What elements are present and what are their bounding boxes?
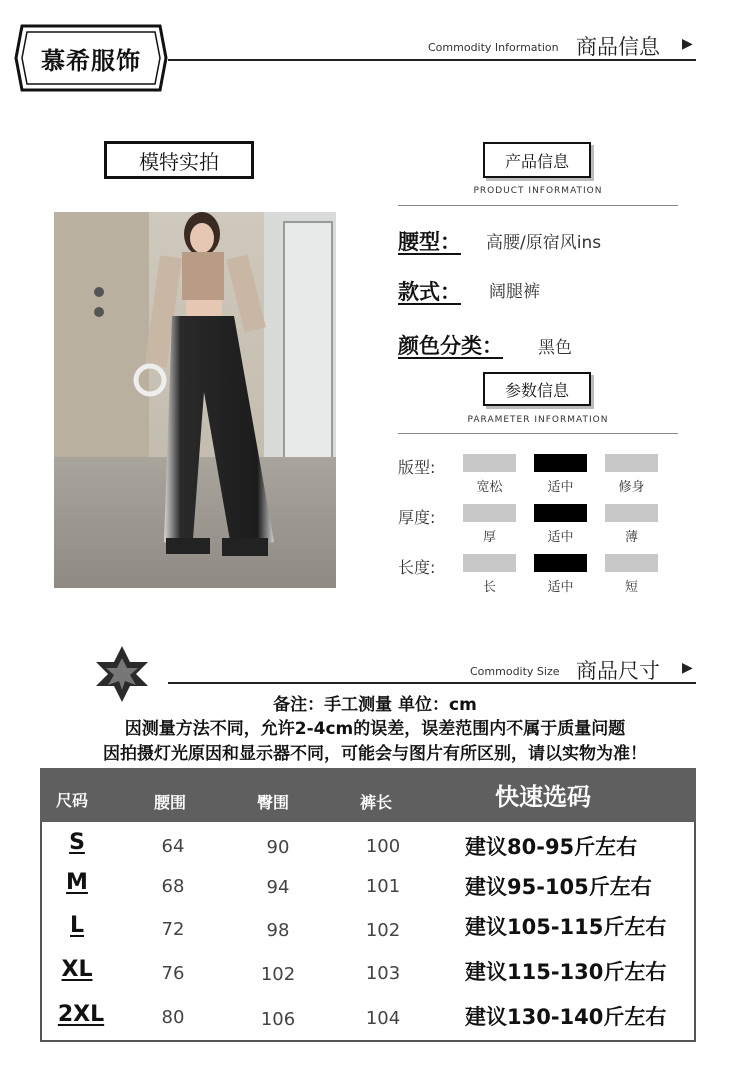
- th-length: 裤长: [360, 793, 393, 812]
- param-cap-fit-loose: 宽松: [476, 480, 503, 495]
- th-quick-size: 快速选码: [495, 783, 591, 811]
- param-info-divider: [398, 433, 678, 434]
- table-row-waist: 68: [161, 876, 185, 897]
- table-row-length: 103: [365, 963, 401, 984]
- table-row-size: 2XL: [57, 1002, 105, 1027]
- param-bar-short: [605, 554, 658, 572]
- param-cap-fit-medium: 适中: [547, 480, 574, 495]
- size-section-subtitle-en: Commodity Size: [470, 665, 560, 678]
- param-cap-length-medium: 适中: [547, 580, 574, 595]
- th-hip: 臀围: [257, 793, 290, 812]
- section-subtitle-en: Commodity Information: [428, 41, 559, 54]
- param-cap-thick-medium: 适中: [547, 530, 574, 545]
- table-row-size: M: [66, 870, 88, 895]
- table-row-length: 102: [365, 920, 401, 941]
- attr-label-waist: 腰型：: [398, 230, 461, 254]
- param-cap-long: 长: [482, 580, 496, 595]
- product-info-divider: [398, 205, 678, 206]
- param-bar-fit-slim: [605, 454, 658, 472]
- param-bar-fit-loose: [463, 454, 516, 472]
- size-note-lighting: 因拍摄灯光原因和显示器不同，可能会与图片有所区别，请以实物为准！: [103, 744, 647, 764]
- table-row-size: S: [69, 830, 85, 855]
- table-row-hip: 94: [266, 877, 290, 898]
- table-row-recommendation: 建议95-105斤左右: [465, 875, 652, 899]
- product-info-title: 产品信息: [483, 142, 591, 178]
- attr-label-color: 颜色分类：: [398, 334, 503, 358]
- size-note-tolerance: 因测量方法不同，允许2-4cm的误差，误差范围内不属于质量问题: [124, 719, 626, 739]
- model-photo-tag: 模特实拍: [104, 141, 254, 179]
- model-photo: [54, 212, 336, 588]
- param-bar-long: [463, 554, 516, 572]
- param-bar-thin: [605, 504, 658, 522]
- table-row-hip: 102: [260, 964, 296, 985]
- size-arrow-right-icon: ▶: [682, 660, 693, 676]
- param-cap-short: 短: [624, 580, 638, 595]
- table-row-length: 104: [365, 1008, 401, 1029]
- section-title: 商品信息: [576, 35, 660, 59]
- param-bar-thick: [463, 504, 516, 522]
- table-row-size: XL: [61, 957, 93, 982]
- param-bar-thick-medium: [534, 504, 587, 522]
- attr-label-style: 款式：: [398, 280, 461, 304]
- table-row-waist: 72: [161, 919, 185, 940]
- attr-value-style: 阔腿裤: [489, 282, 540, 302]
- attr-value-waist: 高腰/原宿风ins: [486, 233, 602, 253]
- table-row-waist: 76: [161, 963, 185, 984]
- param-label-fit: 版型:: [398, 458, 436, 477]
- product-info-subtitle: PRODUCT INFORMATION: [473, 186, 603, 196]
- param-cap-fit-slim: 修身: [618, 480, 645, 495]
- param-info-title: 参数信息: [483, 372, 591, 406]
- param-bar-fit-medium: [534, 454, 587, 472]
- table-row-hip: 98: [266, 920, 290, 941]
- table-row-hip: 106: [260, 1009, 296, 1030]
- param-info-subtitle: PARAMETER INFORMATION: [467, 415, 609, 425]
- brand-name: 慕希服饰: [41, 46, 141, 75]
- th-size: 尺码: [56, 791, 89, 810]
- table-row-recommendation: 建议115-130斤左右: [465, 960, 667, 984]
- arrow-right-icon: ▶: [682, 36, 693, 52]
- param-label-length: 长度:: [398, 558, 436, 577]
- param-cap-thick: 厚: [482, 530, 496, 545]
- table-row-size: L: [69, 913, 85, 938]
- table-row-waist: 64: [161, 836, 185, 857]
- table-row-recommendation: 建议80-95斤左右: [465, 835, 638, 859]
- table-row-length: 101: [365, 876, 401, 897]
- table-row-recommendation: 建议105-115斤左右: [465, 915, 667, 939]
- param-label-thickness: 厚度:: [398, 508, 436, 527]
- table-row-recommendation: 建议130-140斤左右: [465, 1005, 667, 1029]
- table-row-hip: 90: [266, 837, 290, 858]
- table-row-waist: 80: [161, 1007, 185, 1028]
- attr-value-color: 黑色: [538, 338, 572, 358]
- size-section-title: 商品尺寸: [576, 659, 660, 683]
- table-row-length: 100: [365, 836, 401, 857]
- param-bar-length-medium: [534, 554, 587, 572]
- size-note-unit: 备注：手工测量 单位：cm: [273, 695, 477, 715]
- th-waist: 腰围: [154, 793, 187, 812]
- param-cap-thin: 薄: [624, 530, 638, 545]
